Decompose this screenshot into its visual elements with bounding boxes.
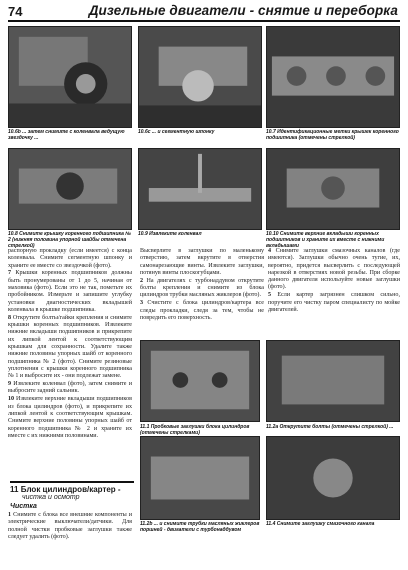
photo-10-9 xyxy=(138,148,262,230)
paragraph: 8 Открутите болты/гайки крепления и снимите крышки коренных подшипников. Извлеките нижние вкладыши подшипников и прикрепите их липкой лентой к соответствующим крышкам для сохранности. Удалите также нижние половины упорных шайб от коренного подшипника № 2 (фото). Снимите резиновые уплотнения с крышки коренного подшипника № 1 и выбросите их - они подлежат замене. xyxy=(8,314,132,380)
paragraph: 2 На двигателях с турбонаддувом открутите болты крепления и снимите из блока цилиндров трубки масляных жиклеров (фото). xyxy=(140,277,264,299)
page-number: 74 xyxy=(8,4,23,19)
right-column xyxy=(268,248,400,315)
photo-10-6c xyxy=(138,26,262,128)
left-column xyxy=(8,248,132,441)
caption-11-2a: 11.2a Открутите болты (отмечены стрелкой) ... xyxy=(266,424,394,430)
photo-11-2b xyxy=(140,436,260,520)
photo-10-10 xyxy=(266,148,400,230)
photo-10-8 xyxy=(8,148,132,230)
paragraph: распорную прокладку (если имеется) с конца коленвала. Снимите сегментную шпонку и храните ее вместе со звездочкой (фото). xyxy=(8,248,132,269)
mid-column xyxy=(140,248,264,323)
photo-11-2a xyxy=(266,340,400,422)
photo-10-6b xyxy=(8,26,132,128)
caption-10-9: 10.9 Извлеките коленвал xyxy=(138,231,202,237)
paragraph: 7 Крышки коренных подшипников должны быть пронумерованы от 1 до 5, начиная от маховика (фото). Если это не так, пометьте их пробойником. Измерьте и запишите углубку установки диагностических вкладышей коленвала в крышке подшипника. xyxy=(8,270,132,313)
left-bottom-column xyxy=(8,512,132,542)
caption-10-6c: 10.6c ... и сегментную шпонку xyxy=(138,129,215,135)
paragraph: 9 Извлеките коленвал (фото), затем снимите и выбросите задний сальник. xyxy=(8,381,132,395)
caption-10-7: 10.7 Идентификационные метки крышек коренного подшипника (отмечены стрелкой) xyxy=(266,129,399,141)
caption-11-2b: 11.2b ... и снимите трубки масляных жиклеров поршней - двигатели с турбонаддувом xyxy=(140,521,260,533)
caption-10-8: 10.8 Снимите крышку коренного подшипника № 2 (нижняя половина упорной шайбы отмечена стрелкой) xyxy=(8,231,132,249)
section-heading: 11 Блок цилиндров/картер - чистка и осмотр xyxy=(10,481,134,501)
caption-11-4: 11.4 Снимите заглушку смазочного канала xyxy=(266,521,375,527)
photo-11-4 xyxy=(266,436,400,520)
paragraph: 3 Счистите с блока цилиндров/картера все следы прокладки, следя за тем, чтобы не повредить его поверхность. xyxy=(140,300,264,321)
photo-10-7 xyxy=(266,26,400,128)
page-header xyxy=(0,0,408,22)
header-rule xyxy=(8,20,400,22)
paragraph: Высверлите в заглушки по маленькому отверстию, затем вкрутите в отверстия самонарезающие винты. Извлеките заглушки, потянув винты плоскогубцами. xyxy=(140,248,264,276)
page-title: Дизельные двигатели - снятие и переборка xyxy=(88,3,398,18)
caption-11-1: 11.1 Пробковые заглушки блока цилиндров (отмечены стрелками) xyxy=(140,424,250,436)
subsection-heading: Чистка xyxy=(10,503,37,510)
photo-11-1 xyxy=(140,340,260,422)
paragraph: 1 Снимите с блока все внешние компоненты и электрические выключатели/датчики. Для полной чистки пробковые заглушки также следует удалить (фото). xyxy=(8,512,132,540)
paragraph: 4 Снимите заглушки смазочных каналов (где имеются). Заглушки обычно очень тугие, их, вероятно, придется высверлить с последующей нарезкой в отверстиях новой резьбы. При сборке данного двигателя используйте новые заглушки (фото). xyxy=(268,248,400,291)
paragraph: 10 Извлеките верхние вкладыши подшипников из блока цилиндров (фото), и прикрепите их липкой лентой к соответствующим крышкам. Снимите верхние половины упорных шайб от коренного подшипника № 2 и храните их вместе с их нижними половинами. xyxy=(8,396,132,439)
paragraph: 5 Если картер загрязнен слишком сильно, поручите его чистку паром специалисту по мойке двигателей. xyxy=(268,292,400,313)
caption-10-6b: 10.6b ... затем снимите с коленвала ведущую звездочку ... xyxy=(8,129,125,141)
caption-10-10: 10.10 Снимите верхние вкладыши коренных подшипников и храните их вместе с нижними вкладышами xyxy=(266,231,385,249)
